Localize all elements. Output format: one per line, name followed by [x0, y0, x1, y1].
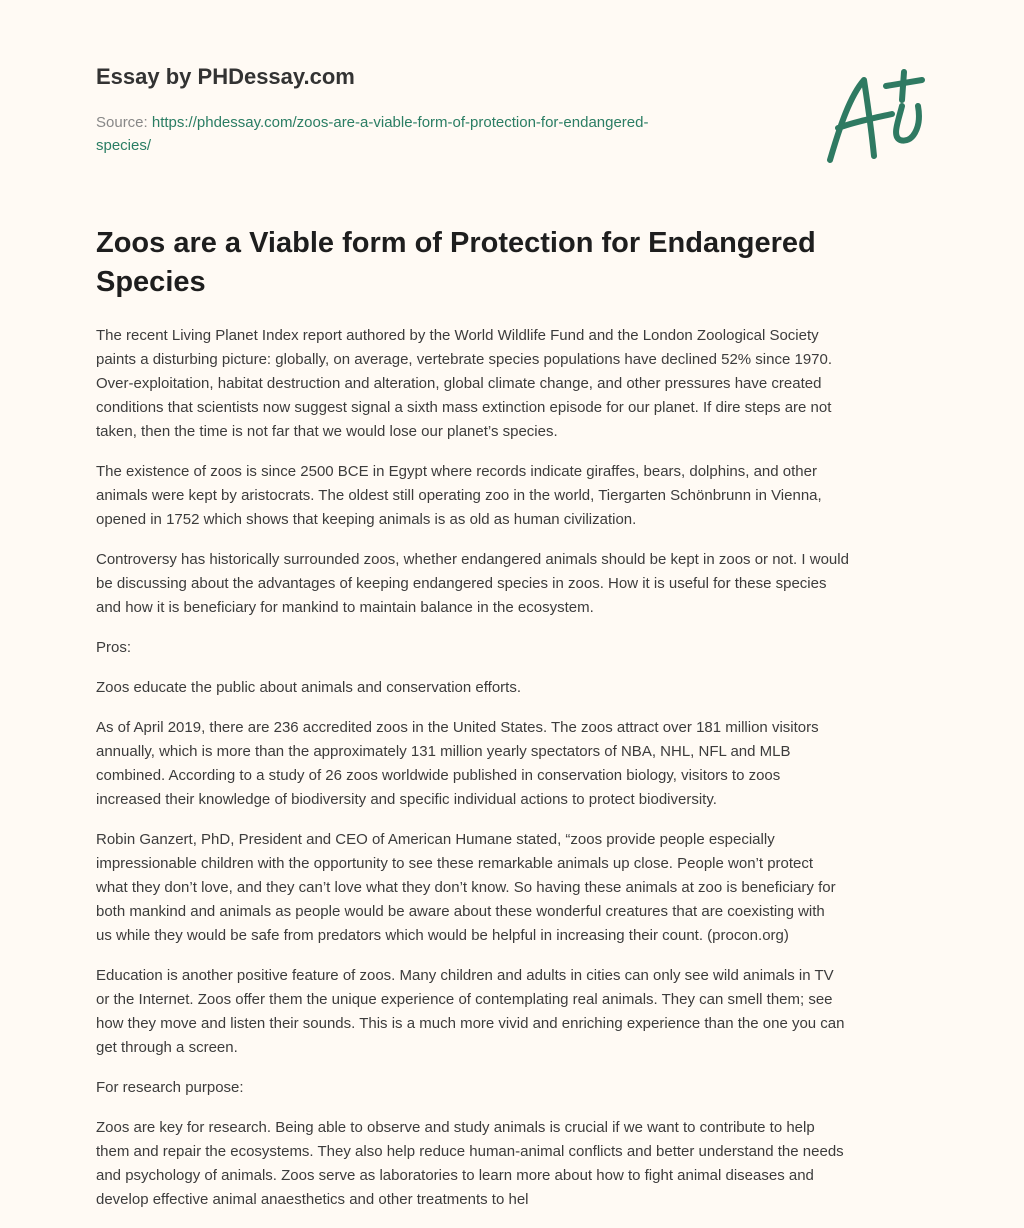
essay-paragraph — [96, 548, 956, 620]
essay-paragraph — [96, 676, 956, 700]
site-brand: Essay by PHDessay.com — [96, 64, 355, 89]
essay-paragraph — [96, 1116, 956, 1212]
essay-title: Zoos are a Viable form of Protection for Endangered Species — [96, 227, 816, 298]
paragraph-line: annually, which is more than the approximately 131 million yearly spectators of NBA, NHL, NFL and MLB — [96, 743, 791, 760]
a-plus-logo — [818, 66, 930, 166]
paragraph-line: paints a disturbing picture: globally, on average, vertebrate species populations have declined 52% since 1970. — [96, 351, 833, 368]
paragraph-line: get through a screen. — [96, 1039, 238, 1056]
paragraph-line: Zoos are key for research. Being able to observe and study animals is crucial if we want to contribute to help — [96, 1119, 815, 1136]
paragraph-line: For research purpose: — [96, 1079, 244, 1096]
paragraph-line: animals were kept by aristocrats. The oldest still operating zoo in the world, Tiergarten Schönbrunn in Vienna, — [96, 487, 822, 504]
paragraph-line: how they move and listen their sounds. This is a much more vivid and enriching experience than the one you can — [96, 1015, 845, 1032]
paragraph-line: As of April 2019, there are 236 accredited zoos in the United States. The zoos attract over 181 million visitors — [96, 719, 819, 736]
paragraph-line: develop effective animal anaesthetics and other treatments to hel — [96, 1191, 529, 1208]
essay-paragraph — [96, 828, 956, 948]
paragraph-line: Over-exploitation, habitat destruction and alteration, global climate change, and other pressures have created — [96, 375, 822, 392]
essay-paragraph — [96, 964, 956, 1060]
essay-paragraph — [96, 324, 956, 444]
essay-paragraph — [96, 636, 956, 660]
paragraph-line: us while they would be safe from predators which would be helpful in increasing their count. (procon.org) — [96, 927, 789, 944]
essay-paragraph — [96, 716, 956, 812]
paragraph-line: be discussing about the advantages of keeping endangered species in zoos. How it is useful for these species — [96, 575, 827, 592]
paragraph-line: Education is another positive feature of zoos. Many children and adults in cities can only see wild animals in TV — [96, 967, 834, 984]
paragraph-line: Zoos educate the public about animals and conservation efforts. — [96, 679, 521, 696]
paragraph-line: taken, then the time is not far that we would lose our planet’s species. — [96, 423, 558, 440]
essay-paragraph — [96, 460, 956, 532]
source-label: Source: — [96, 114, 148, 131]
source-link[interactable]: https://phdessay.com/zoos-are-a-viable-form-of-protection-for-endangered- species/ — [96, 114, 649, 154]
paragraph-line: or the Internet. Zoos offer them the unique experience of contemplating real animals. They can smell them; see — [96, 991, 833, 1008]
paragraph-line: impressionable children with the opportunity to see these remarkable animals up close. People won’t protect — [96, 855, 814, 872]
paragraph-line: increased their knowledge of biodiversity and specific individual actions to protect biodiversity. — [96, 791, 717, 808]
paragraph-line: and how it is beneficiary for mankind to maintain balance in the ecosystem. — [96, 599, 594, 616]
paragraph-line: them and repair the ecosystems. They also help reduce human-animal conflicts and better understand the needs — [96, 1143, 844, 1160]
paragraph-line: combined. According to a study of 26 zoos worldwide published in conservation biology, visitors to zoos — [96, 767, 781, 784]
paragraph-line: Pros: — [96, 639, 132, 656]
paragraph-line: Controversy has historically surrounded zoos, whether endangered animals should be kept in zoos or not. I would — [96, 551, 849, 568]
paragraph-line: and psychology of animals. Zoos serve as laboratories to learn more about how to fight animal diseases and — [96, 1167, 814, 1184]
paragraph-line: The recent Living Planet Index report authored by the World Wildlife Fund and the London Zoological Society — [96, 327, 819, 344]
paragraph-line: opened in 1752 which shows that keeping animals is as old as human civilization. — [96, 511, 637, 528]
essay-body — [96, 324, 956, 1228]
paragraph-line: conditions that scientists now suggest signal a sixth mass extinction episode for our planet. If dire steps are not — [96, 399, 832, 416]
paragraph-line: both mankind and animals as people would be aware about these wonderful creatures that are coexisting with — [96, 903, 825, 920]
essay-paragraph — [96, 1076, 956, 1100]
paragraph-line: what they don’t love, and they can’t love what they don’t know. So having these animals at zoo is beneficiary for — [96, 879, 836, 896]
paragraph-line: The existence of zoos is since 2500 BCE in Egypt where records indicate giraffes, bears, dolphins, and other — [96, 463, 817, 480]
source-line — [96, 111, 736, 157]
paragraph-line: Robin Ganzert, PhD, President and CEO of American Humane stated, “zoos provide people especially — [96, 831, 775, 848]
